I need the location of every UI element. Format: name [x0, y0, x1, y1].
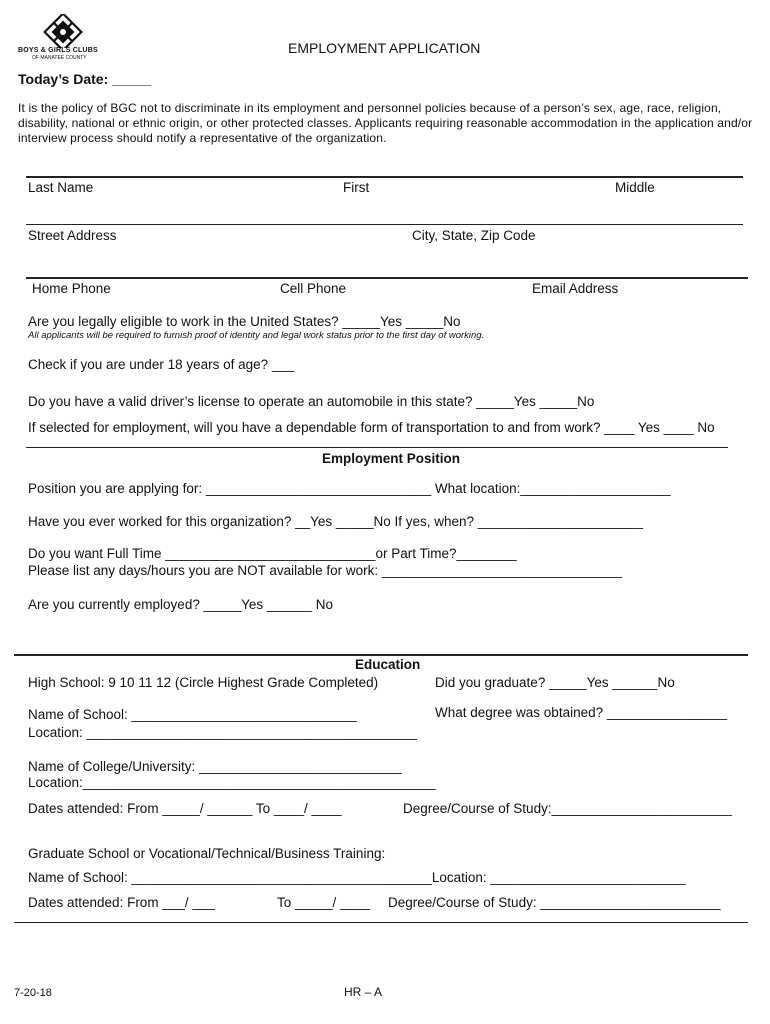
college-location-field[interactable]: Location:_______________________________________________ — [28, 775, 436, 790]
divider — [26, 176, 743, 178]
divider — [14, 922, 748, 923]
college-degree-field[interactable]: Degree/Course of Study:________________________ — [403, 801, 732, 816]
degree-obtained-field[interactable]: What degree was obtained? ________________ — [435, 705, 727, 720]
logo-text: BOYS & GIRLS CLUBS — [18, 47, 98, 54]
employment-position-heading: Employment Position — [322, 451, 461, 466]
middle-name-field[interactable]: Middle — [615, 180, 655, 195]
full-part-time-question[interactable]: Do you want Full Time ____________________________or Part Time?________ — [28, 546, 517, 561]
home-phone-field[interactable]: Home Phone — [32, 281, 111, 296]
not-available-question[interactable]: Please list any days/hours you are NOT available for work: ________________________________ — [28, 563, 623, 578]
under-18-question[interactable]: Check if you are under 18 years of age? ___ — [28, 357, 295, 372]
high-school-question[interactable]: High School: 9 10 11 12 (Circle Highest Grade Completed) — [28, 675, 379, 690]
license-question[interactable]: Do you have a valid driver’s license to operate an automobile in this state? _____Yes _____No — [28, 394, 595, 409]
divider — [14, 654, 748, 656]
email-address-field[interactable]: Email Address — [532, 281, 619, 296]
cell-phone-field[interactable]: Cell Phone — [280, 281, 347, 296]
divider — [26, 447, 728, 448]
logo — [18, 14, 108, 64]
nondiscrimination-policy: It is the policy of BGC not to discriminate in its employment and personnel policies because of a person’s sex, age, race, religion, disability, national or ethnic origin, or other protected classes. Applicants requiring reasonable accommodation in the application and/or interview process should notify a representative of the organization. — [18, 101, 753, 145]
currently-employed-question[interactable]: Are you currently employed? _____Yes ______ No — [28, 597, 333, 612]
position-question[interactable]: Position you are applying for: ______________________________ What location:____________________ — [28, 481, 671, 496]
college-name-field[interactable]: Name of College/University: ___________________________ — [28, 759, 402, 774]
street-address-field[interactable]: Street Address — [28, 228, 117, 243]
graduate-dates-from-field[interactable]: Dates attended: From ___/ ___ — [28, 895, 215, 910]
high-school-name-field[interactable]: Name of School: ______________________________ — [28, 707, 357, 722]
city-state-zip-field[interactable]: City, State, Zip Code — [412, 228, 536, 243]
college-dates-field[interactable]: Dates attended: From _____/ ______ To ____/ ____ — [28, 801, 342, 816]
transportation-question[interactable]: If selected for employment, will you have a dependable form of transportation to and from work? ____ Yes ____ No — [28, 420, 715, 435]
graduate-school-name-field[interactable]: Name of School: ________________________________________Location: __________________________ — [28, 870, 686, 885]
divider — [26, 224, 743, 225]
graduate-dates-to-field[interactable]: To _____/ ____ — [277, 895, 371, 910]
last-name-field[interactable]: Last Name — [28, 180, 94, 195]
page-title: EMPLOYMENT APPLICATION — [288, 40, 481, 56]
graduate-degree-field[interactable]: Degree/Course of Study: ________________________ — [388, 895, 721, 910]
divider — [26, 277, 748, 279]
footer-date: 7-20-18 — [14, 987, 52, 999]
eligible-question[interactable]: Are you legally eligible to work in the United States? _____Yes _____No — [28, 314, 461, 329]
education-heading: Education — [355, 657, 421, 672]
high-school-location-field[interactable]: Location: ____________________________________________ — [28, 725, 417, 740]
eligible-note: All applicants will be required to furnish proof of identity and legal work status prior to the first day of working. — [28, 330, 485, 341]
footer-form-code: HR – A — [344, 985, 383, 999]
logo-subtext: OF MANATEE COUNTY — [32, 55, 87, 61]
graduate-question[interactable]: Did you graduate? _____Yes ______No — [435, 675, 675, 690]
todays-date-label[interactable]: Today’s Date: _____ — [18, 71, 152, 87]
worked-before-question[interactable]: Have you ever worked for this organization? __Yes _____No If yes, when? ______________________ — [28, 514, 643, 529]
graduate-school-heading: Graduate School or Vocational/Technical/Business Training: — [28, 846, 386, 861]
first-name-field[interactable]: First — [343, 180, 370, 195]
clover-logo-icon — [18, 14, 108, 48]
